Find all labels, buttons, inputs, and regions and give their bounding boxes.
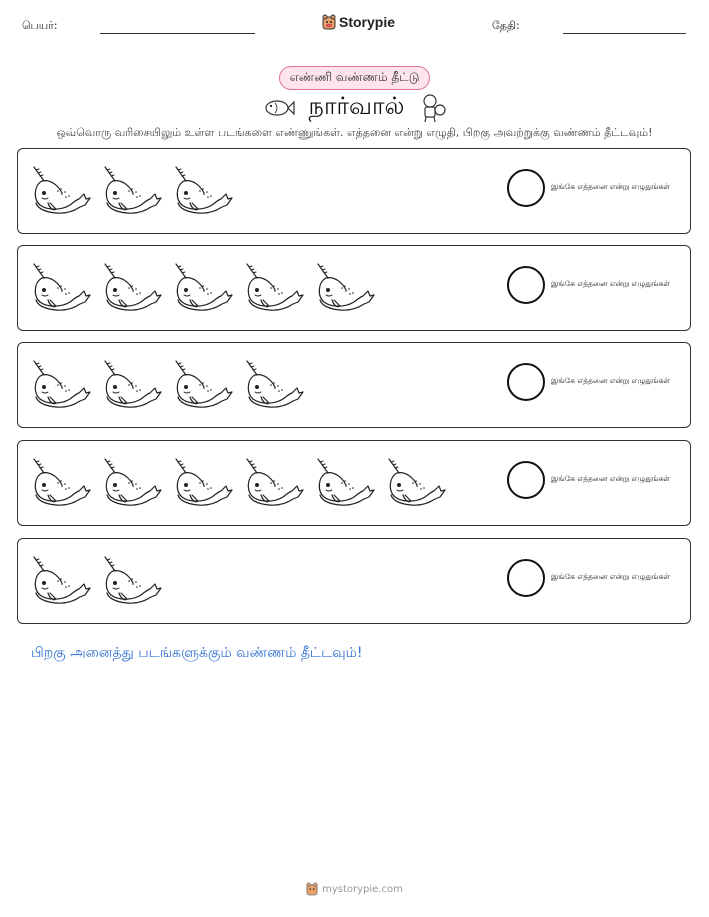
answer-circle[interactable]: [507, 559, 545, 597]
answer-circle[interactable]: [507, 363, 545, 401]
narwhal-icon: [170, 455, 233, 511]
narwhal-group: [28, 553, 162, 609]
count-row: [17, 245, 691, 331]
count-row: [17, 538, 691, 624]
narwhal-group: [28, 260, 375, 316]
site-url: mystorypie.com: [322, 883, 403, 895]
narwhal-icon: [28, 553, 91, 609]
narwhal-icon: [241, 260, 304, 316]
narwhal-group: [28, 163, 233, 219]
narwhal-icon: [170, 163, 233, 219]
narwhal-icon: [99, 357, 162, 413]
answer-hint: இங்கே எத்தனை என்று எழுதுங்கள்: [551, 474, 671, 483]
narwhal-icon: [99, 260, 162, 316]
date-label: தேதி:: [492, 19, 520, 32]
narwhal-group: [28, 357, 304, 413]
narwhal-icon: [241, 455, 304, 511]
name-line[interactable]: [100, 33, 255, 34]
narwhal-icon: [99, 553, 162, 609]
answer-circle[interactable]: [507, 169, 545, 207]
date-line[interactable]: [563, 33, 686, 34]
narwhal-icon: [99, 455, 162, 511]
answer-hint: இங்கே எத்தனை என்று எழுதுங்கள்: [551, 376, 671, 385]
narwhal-icon: [170, 260, 233, 316]
storypie-mascot-icon: [322, 14, 336, 30]
narwhal-icon: [383, 455, 446, 511]
narwhal-icon: [28, 357, 91, 413]
name-label: பெயர்:: [22, 19, 58, 32]
narwhal-icon: [28, 260, 91, 316]
brand-name: Storypie: [339, 14, 396, 30]
worksheet-type-badge: எண்ணி வண்ணம் தீட்டு: [279, 66, 431, 90]
storypie-logo: [322, 14, 395, 30]
diver-icon: [418, 93, 446, 123]
site-footer: [0, 882, 709, 896]
count-row: [17, 148, 691, 234]
narwhal-group: [28, 455, 446, 511]
answer-circle[interactable]: [507, 461, 545, 499]
count-row: [17, 342, 691, 428]
narwhal-icon: [28, 455, 91, 511]
fish-icon: [263, 98, 295, 118]
storypie-mascot-icon: [306, 882, 318, 896]
answer-hint: இங்கே எத்தனை என்று எழுதுங்கள்: [551, 572, 671, 581]
narwhal-icon: [312, 260, 375, 316]
narwhal-icon: [170, 357, 233, 413]
narwhal-icon: [99, 163, 162, 219]
narwhal-icon: [241, 357, 304, 413]
answer-hint: இங்கே எத்தனை என்று எழுதுங்கள்: [551, 279, 671, 288]
answer-hint: இங்கே எத்தனை என்று எழுதுங்கள்: [551, 182, 671, 191]
count-row: [17, 440, 691, 526]
narwhal-icon: [28, 163, 91, 219]
footer-note: பிறகு அனைத்து படங்களுக்கும் வண்ணம் தீட்டவும்!: [31, 645, 363, 661]
narwhal-icon: [312, 455, 375, 511]
instructions: ஒவ்வொரு வரிசையிலும் உள்ள படங்களை எண்ணுங்கள். எத்தனை என்று எழுதி, பிறகு அவற்றுக்கு வண்ணம் தீட்டவும்!: [56, 126, 653, 139]
page-title: நார்வால்: [308, 92, 405, 120]
answer-circle[interactable]: [507, 266, 545, 304]
